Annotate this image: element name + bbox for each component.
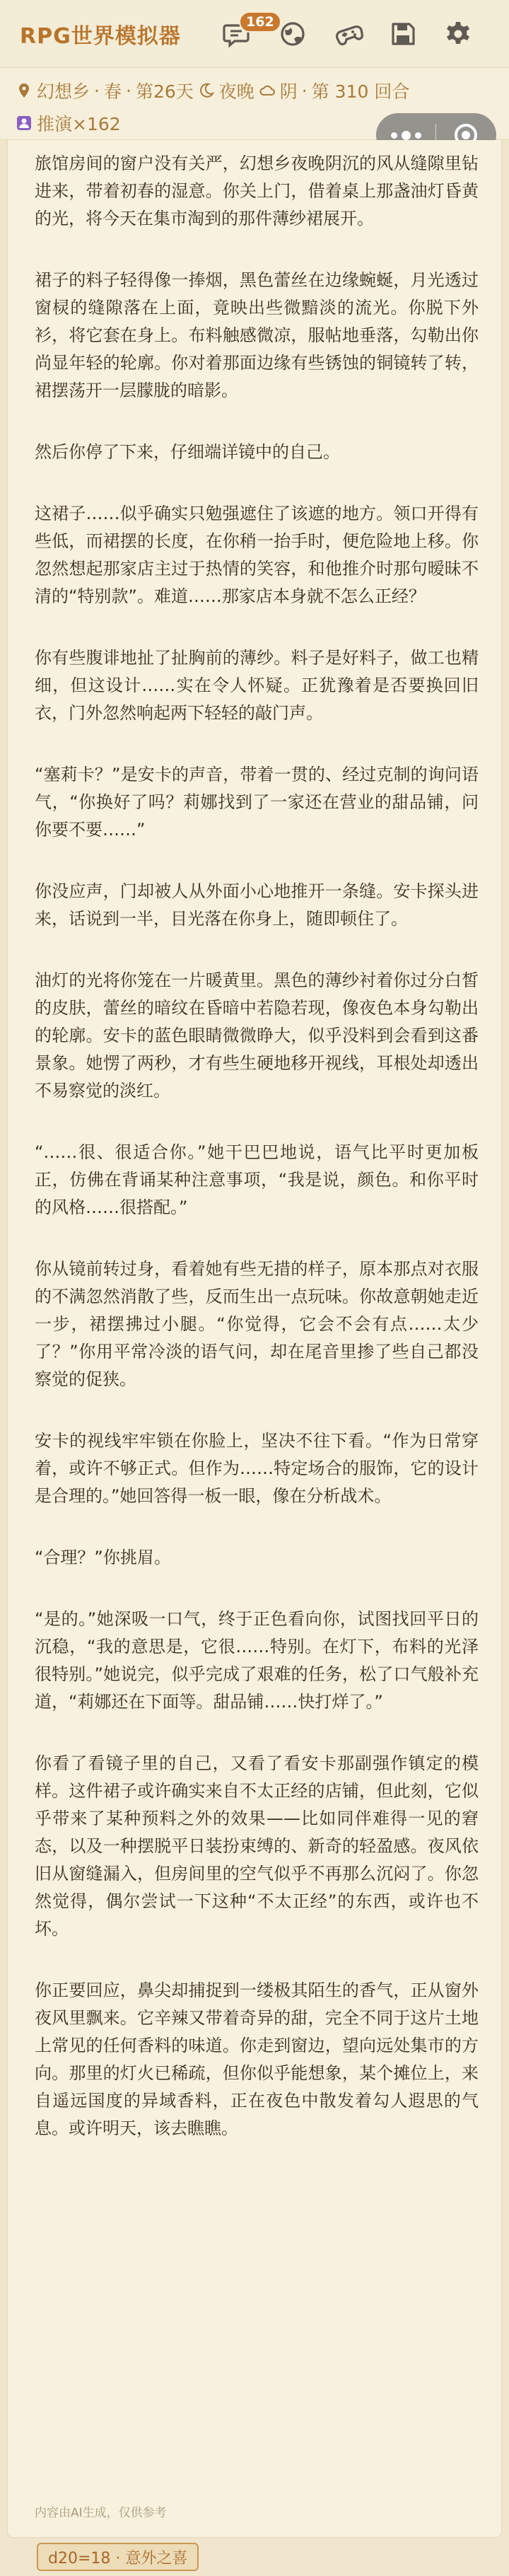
story-paragraph: 安卡的视线牢牢锁在你脸上，坚决不往下看。“作为日常穿着，或许不够正式。但作为……特定场合的服饰，它的设计是合理的。”她回答得一板一眼，像在分析战术。 [35, 1431, 479, 1506]
status-location: 幻想乡 [37, 81, 90, 102]
status-line-secondary [16, 110, 121, 136]
story-paragraph: “是的。”她深吸一口气，终于正色看向你，试图找回平日的沉稳，“我的意思是，它很……特别。在灯下，布料的光泽很特别。”她说完，似乎完成了艰难的任务，松了口气般补充道，“莉娜还在下面等。甜品铺……快打烊了。” [35, 1609, 479, 1712]
story-paragraph: 你没应声，门却被人从外面小心地推开一条缝。安卡探头进来，话说到一半，目光落在你身上，随即顿住了。 [35, 881, 479, 929]
story-paragraph: “合理？”你挑眉。 [35, 1548, 171, 1567]
cloud-icon [259, 82, 276, 99]
status-recommend: 推演×162 [37, 114, 121, 134]
dice-roll-tag: d20=18 · 意外之喜 [37, 2543, 199, 2571]
status-season: 春 [103, 81, 122, 102]
save-icon[interactable] [387, 18, 419, 50]
status-line-primary [16, 78, 409, 103]
story-paragraph: 你看了看镜子里的自己，又看了看安卡那副强作镇定的模样。这件裙子或许确实来自不太正经的店铺，但此刻，它似乎带来了某种预料之外的效果——比如同伴难得一见的窘态，以及一种摆脱平日装扮束缚的、新奇的轻盈感。夜风依旧从窗缝漏入，但房间里的空气似乎不再那么沉闷了。你忽然觉得，偶尔尝试一下这种“不太正经”的东西，或许也不坏。 [35, 1753, 479, 1939]
story-card [7, 140, 502, 2538]
story-paragraph: 你正要回应，鼻尖却捕捉到一缕极其陌生的香气，正从窗外夜风里飘来。它辛辣又带着奇异的甜，完全不同于这片土地上常见的任何香料的味道。你走到窗边，望向远处集市的方向。那里的灯火已稀疏，但你似乎能想象，某个摊位上，来自遥远国度的异域香料，正在夜色中散发着勾人遐思的气息。或许明天，该去瞧瞧。 [35, 1980, 479, 2138]
story-paragraph: 你有些腹诽地扯了扯胸前的薄纱。料子是好料子，做工也精细，但这设计……实在令人怀疑。正犹豫着是否要换回旧衣，门外忽然响起两下轻轻的敲门声。 [35, 648, 479, 723]
story-paragraph: 你从镜前转过身，看着她有些无措的样子，原本那点对衣服的不满忽然消散了些，反而生出一点玩味。你故意朝她走近一步，裙摆拂过小腿。“你觉得，它会不会有点……太少了？”你用平常冷淡的语气问，却在尾音里掺了些自己都没察觉的促狭。 [35, 1259, 479, 1389]
status-weather: 阴 [279, 81, 298, 102]
story-paragraph: 裙子的料子轻得像一捧烟，黑色蕾丝在边缘蜿蜒，月光透过窗棂的缝隙落在上面，竟映出些微黯淡的流光。你脱下外衫，将它套在身上。布料触感微凉，服帖地垂落，勾勒出你尚显年轻的轮廓。你对着那面边缘有些锈蚀的铜镜转了转，裙摆荡开一层朦胧的暗影。 [35, 270, 479, 400]
world-status-bar [0, 68, 509, 140]
globe-icon[interactable] [277, 18, 308, 50]
moon-icon [198, 82, 215, 99]
story-paragraph: 油灯的光将你笼在一片暖黄里。黑色的薄纱衬着你过分白皙的皮肤，蕾丝的暗纹在昏暗中若隐若现，像夜色本身勾勒出的轮廓。安卡的蓝色眼睛微微睁大，似乎没料到会看到这番景象。她愣了两秒，才有些生硬地移开视线，耳根处却透出不易察觉的淡红。 [35, 970, 479, 1101]
location-pin-icon [16, 82, 33, 99]
story-paragraph: 旅馆房间的窗户没有关严，幻想乡夜晚阴沉的风从缝隙里钻进来，带着初春的湿意。你关上门，借着桌上那盏油灯昏黄的光，将今天在集市淘到的那件薄纱裙展开。 [35, 153, 479, 228]
story-text [35, 150, 479, 2142]
more-options-button[interactable] [376, 131, 435, 140]
status-round: 第 310 回合 [311, 81, 410, 102]
gamepad-icon[interactable] [334, 18, 365, 50]
status-time-of-day: 夜晚 [218, 81, 255, 102]
chat-badge: 162 [239, 11, 281, 33]
story-paragraph: “……很、很适合你。”她干巴巴地说，语气比平时更加板正，仿佛在背诵某种注意事项，“我是说，颜色。和你平时的风格……很搭配。” [35, 1142, 479, 1217]
app-title: RPG世界模拟器 [20, 24, 181, 49]
ai-disclaimer: 内容由AI生成，仅供参考 [35, 2506, 167, 2520]
top-app-bar [0, 0, 509, 68]
status-separator: · [125, 80, 131, 101]
status-separator: · [301, 80, 308, 101]
status-separator: · [94, 80, 100, 101]
story-paragraph: “塞莉卡？”是安卡的声音，带着一贯的、经过克制的询问语气，“你换好了吗？莉娜找到了一家还在营业的甜品铺，问你要不要……” [35, 765, 479, 840]
story-paragraph: 然后你停了下来，仔细端详镜中的自己。 [35, 442, 340, 462]
status-day: 第26天 [135, 81, 194, 102]
gear-icon[interactable] [443, 18, 474, 50]
user-icon [16, 115, 33, 132]
story-paragraph: 这裙子……似乎确实只勉强遮住了该遮的地方。领口开得有些低，而裙摆的长度，在你稍一抬手时，便危险地上移。你忽然想起那家店主过于热情的笑容，和他推介时那句暧昧不清的“特别款”。难道……那家店本身就不怎么正经？ [35, 504, 479, 606]
